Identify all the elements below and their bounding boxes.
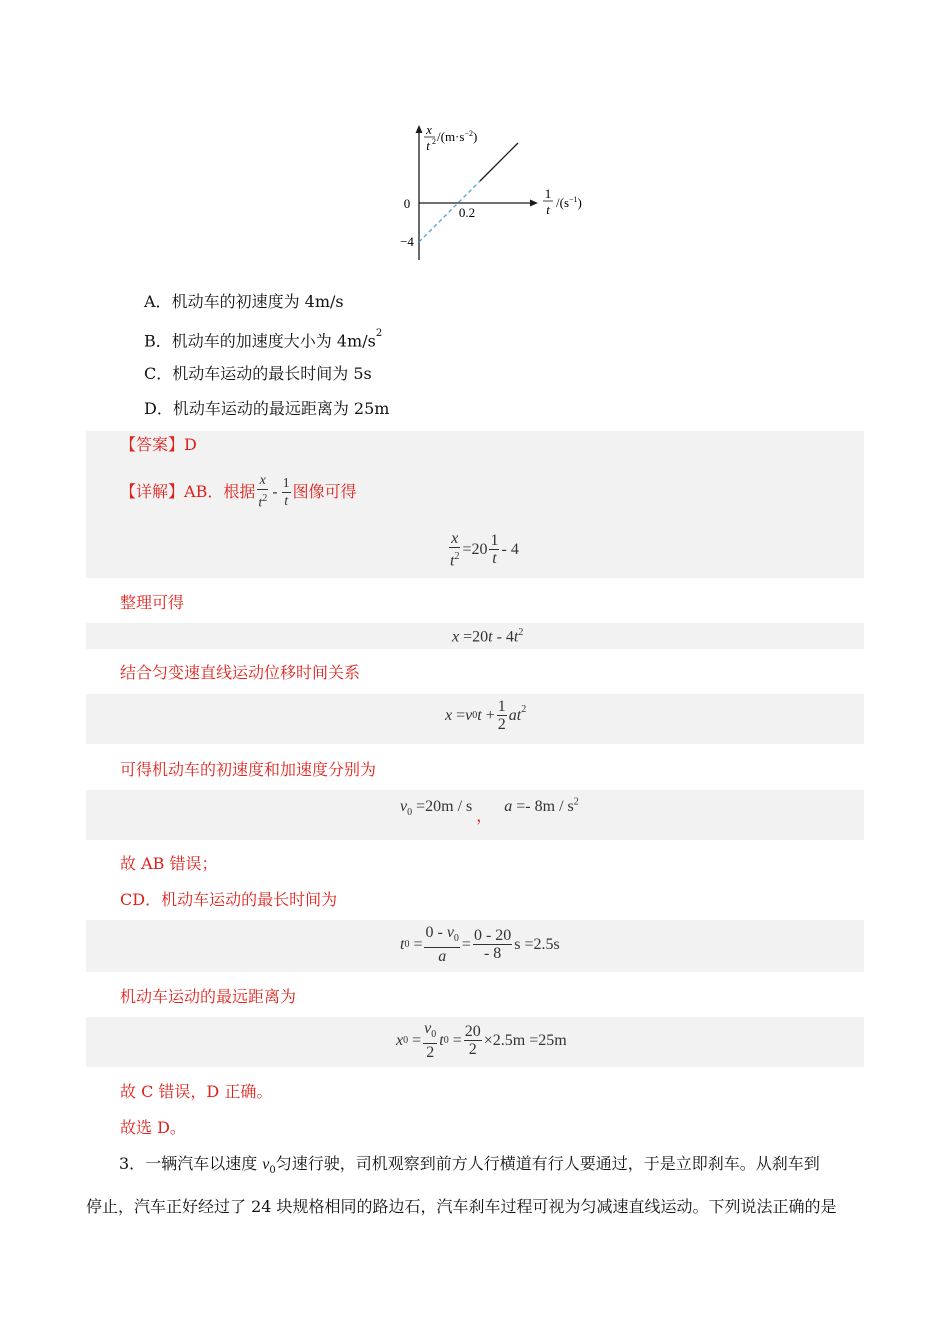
origin-label: 0	[403, 196, 411, 211]
equation-1: $\frac{x}{t^2}$ =20 $\frac{1}{t}$ - 4	[450, 530, 519, 570]
equation-4: $v_0 =20m / s$ ， $a =- 8m / s^2$	[400, 796, 579, 825]
x-label-denom: t	[546, 202, 550, 217]
y-label-denom-exp: 2	[432, 137, 436, 146]
x-label-unit: $/(s^{-1})$	[556, 195, 582, 210]
y-tick-label: −4	[400, 234, 414, 249]
option-d: D．机动车运动的最远距离为 25m	[144, 399, 390, 418]
line-gu-ab: 故 AB 错误；	[120, 854, 218, 873]
y-label-unit: $/(m\cdot s^{-2})$	[437, 129, 478, 144]
line-kede: 可得机动车的初速度和加速度分别为	[120, 760, 377, 779]
question-3: 3．一辆汽车以速度 $v_0$匀速行驶，司机观察到前方人行横道有行人要通过，于是立即刹车。从刹车到 停止，汽车正好经过了 24 块规格相同的路边石，汽车刹车过程可视为匀减速直线运动。下列说法正确的是	[86, 1154, 837, 1217]
line-cd: CD．机动车运动的最长时间为	[120, 890, 338, 909]
y-label-denom: t	[426, 138, 430, 153]
line-zuiyuan: 机动车运动的最远距离为	[120, 987, 297, 1006]
line-zhengli: 整理可得	[120, 593, 185, 612]
detail-line: 【详解】 AB．根据 $\frac{x}{t^2}$ - $\frac{1}{t}$ 图像可得	[120, 473, 357, 511]
equation-3: x = v 0 t + $\frac{1}{2}$ at $^2$	[445, 698, 527, 733]
option-a: A．机动车的初速度为 4m/s	[144, 292, 344, 311]
line-jiehe: 结合匀变速直线运动位移时间关系	[120, 663, 361, 682]
x-axis-arrow	[530, 200, 538, 207]
line-guxuan: 故选 D。	[120, 1118, 186, 1137]
x-tick-label: 0.2	[458, 205, 476, 220]
equation-2: $x =20t - 4t^2$	[452, 627, 524, 646]
xt-graph	[392, 120, 602, 270]
option-c: C．机动车运动的最长时间为 5s	[144, 364, 372, 383]
equation-6: x 0 = $\frac{v_0}{2}$ t 0 = $\frac{20}{2}$ ×2.5m =25m	[396, 1020, 567, 1062]
y-axis-arrow	[416, 125, 423, 133]
y-label-numer: x	[426, 122, 432, 137]
data-line	[480, 143, 518, 181]
line-gu-cd: 故 C 错误，D 正确。	[120, 1082, 273, 1101]
answer-line: 【答案】D	[120, 435, 197, 454]
x-label-numer: 1	[544, 186, 552, 201]
option-b: B．机动车的加速度大小为 $4m/s^2$	[144, 328, 383, 351]
equation-5: t 0 = $\frac{0 - v_0}{a}$ = $\frac{0 - 20}{- 8}$ s =2.5s	[400, 924, 560, 966]
